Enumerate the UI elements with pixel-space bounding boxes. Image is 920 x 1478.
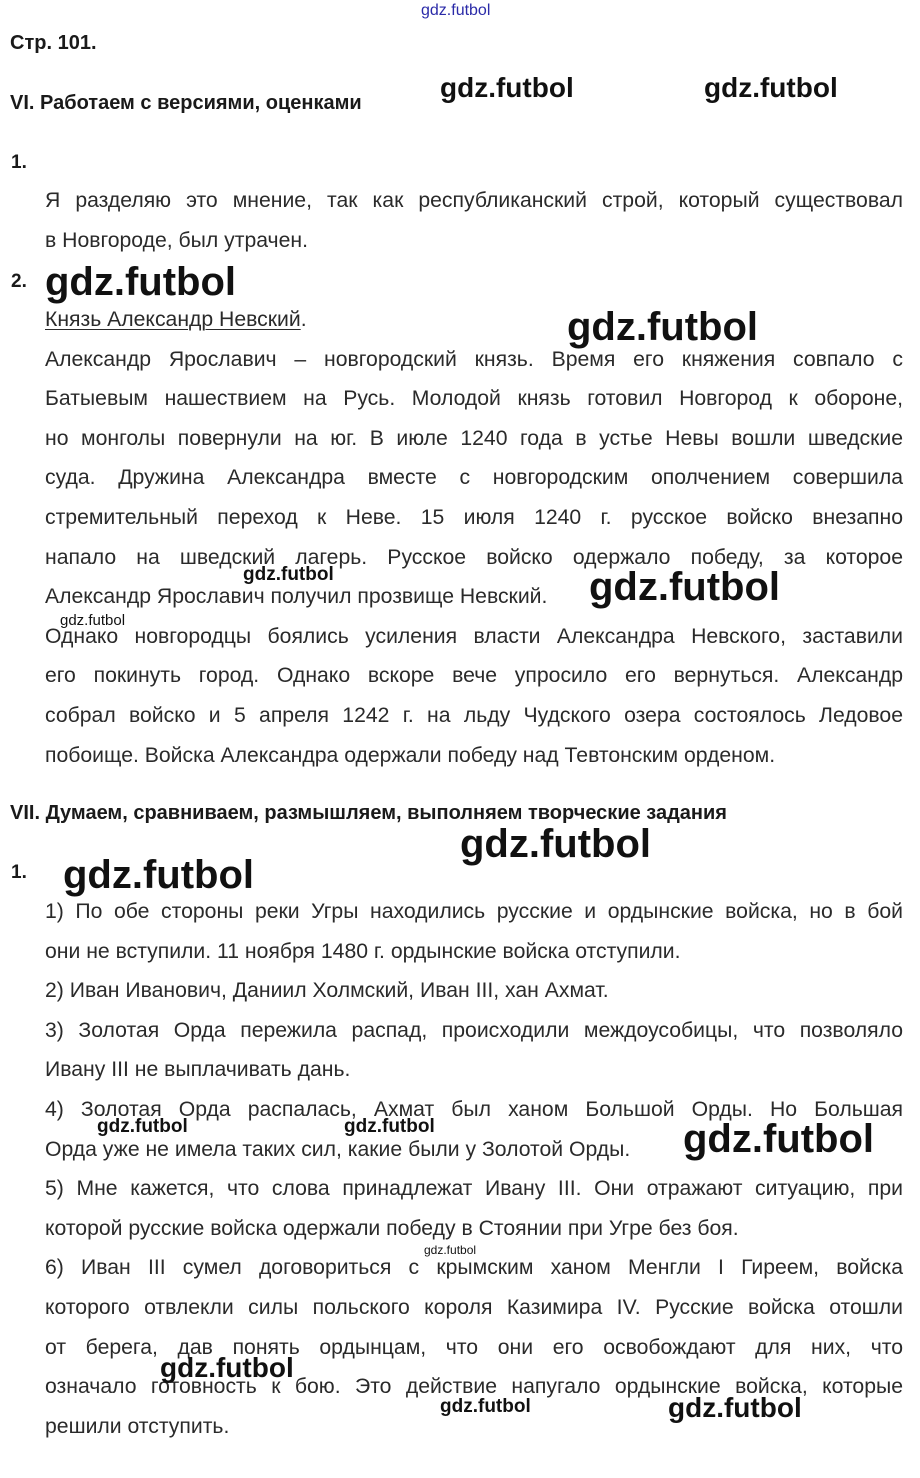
answer-line: собрал войско и 5 апреля 1242 г. на льду Чудского озера состоялось Ледовое xyxy=(45,703,903,727)
watermark: gdz.futbol xyxy=(440,1396,531,1417)
watermark: gdz.futbol xyxy=(460,822,652,866)
answer-line: которого отвлекли силы польского короля Казимира IV. Русские войска отошли xyxy=(45,1295,903,1319)
section-7-q1-number: 1. xyxy=(11,862,27,883)
answer-line: Батыевым нашествием на Русь. Молодой князь готовил Новгород к обороне, xyxy=(45,387,903,411)
watermark: gdz.futbol xyxy=(63,853,255,897)
watermark: gdz.futbol xyxy=(243,564,334,585)
answer-line: стремительный переход к Неве. 15 июля 1240 г. русское войско внезапно xyxy=(45,505,903,529)
answer-line: в Новгороде, был утрачен. xyxy=(45,228,308,252)
section-6-title: VI. Работаем с версиями, оценками xyxy=(10,92,362,114)
answer-line: напало на шведский лагерь. Русское войско одержало победу, за которое xyxy=(45,545,903,569)
section-6-q2-number: 2. xyxy=(11,271,27,292)
watermark: gdz.futbol xyxy=(704,72,838,103)
answer-line: побоище. Войска Александра одержали победу над Тевтонским орденом. xyxy=(45,743,776,767)
answer-line: Я разделяю это мнение, так как республиканский строй, который существовал xyxy=(45,189,903,212)
section-6-q1-answer xyxy=(45,181,903,260)
watermark: gdz.futbol xyxy=(668,1392,802,1423)
answer-line: 2) Иван Иванович, Даниил Холмский, Иван III, хан Ахмат. xyxy=(45,979,609,1003)
answer-line: решили отступить. xyxy=(45,1414,230,1438)
answer-line: от берега, дав понять ордынцам, что они его освобождают для них, что xyxy=(45,1335,903,1359)
watermark: gdz.futbol xyxy=(683,1117,875,1161)
watermark: gdz.futbol xyxy=(160,1352,294,1383)
answer-line: которой русские войска одержали победу в Стоянии при Угре без боя. xyxy=(45,1216,739,1240)
answer-title-line xyxy=(45,300,903,340)
answer-line: Орда уже не имела таких сил, какие были у Золотой Орды. xyxy=(45,1137,631,1161)
section-6-q1-number: 1. xyxy=(11,152,27,173)
watermark: gdz.futbol xyxy=(424,1243,477,1257)
page-ref: Стр. 101. xyxy=(10,32,97,54)
answer-line: Александр Ярославич получил прозвище Невский. xyxy=(45,585,548,609)
watermark: gdz.futbol xyxy=(567,305,759,349)
answer-line: означало готовность к бою. Это действие напугало ордынские войска, которые xyxy=(45,1375,903,1399)
answer-line: Александр Ярославич – новгородский князь. Время его княжения совпало с xyxy=(45,347,903,371)
answer-line: 4) Золотая Орда распалась, Ахмат был ханом Большой Орды. Но Большая xyxy=(45,1097,903,1121)
section-7-title: VII. Думаем, сравниваем, размышляем, выполняем творческие задания xyxy=(10,802,727,824)
watermark: gdz.futbol xyxy=(440,72,574,103)
section-6-q2-answer xyxy=(45,300,903,775)
answer-line: 5) Мне кажется, что слова принадлежат Ивану III. Они отражают ситуацию, при xyxy=(45,1177,903,1201)
answer-line: Однако новгородцы боялись усиления власти Александра Невского, заставили xyxy=(45,624,903,648)
answer-line: они не вступили. 11 ноября 1480 г. ордынские войска отступили. xyxy=(45,939,681,963)
answer-line: Ивану III не выплачивать дань. xyxy=(45,1058,351,1082)
answer-line: 3) Золотая Орда пережила распад, происходили междоусобицы, что позволяло xyxy=(45,1018,903,1042)
watermark: gdz.futbol xyxy=(589,565,781,609)
watermark: gdz.futbol xyxy=(421,2,491,19)
watermark: gdz.futbol xyxy=(344,1116,435,1137)
answer-line: 1) По обе стороны реки Угры находились русские и ордынские войска, но в бой xyxy=(45,900,903,923)
title-suffix: . xyxy=(300,308,307,331)
watermark: gdz.futbol xyxy=(45,260,237,304)
answer-line: но монголы повернули на юг. В июле 1240 года в устье Невы вошли шведские xyxy=(45,426,903,450)
prince-name-link[interactable]: Князь Александр Невский xyxy=(45,308,301,331)
watermark: gdz.futbol xyxy=(60,612,126,629)
watermark: gdz.futbol xyxy=(97,1116,188,1137)
answer-line: 6) Иван III сумел договориться с крымским ханом Менгли I Гиреем, войска xyxy=(45,1256,903,1280)
answer-line: его покинуть город. Однако вскоре вече упросило его вернуться. Александр xyxy=(45,664,903,688)
answer-line: суда. Дружина Александра вместе с новгородским ополчением совершила xyxy=(45,466,903,490)
